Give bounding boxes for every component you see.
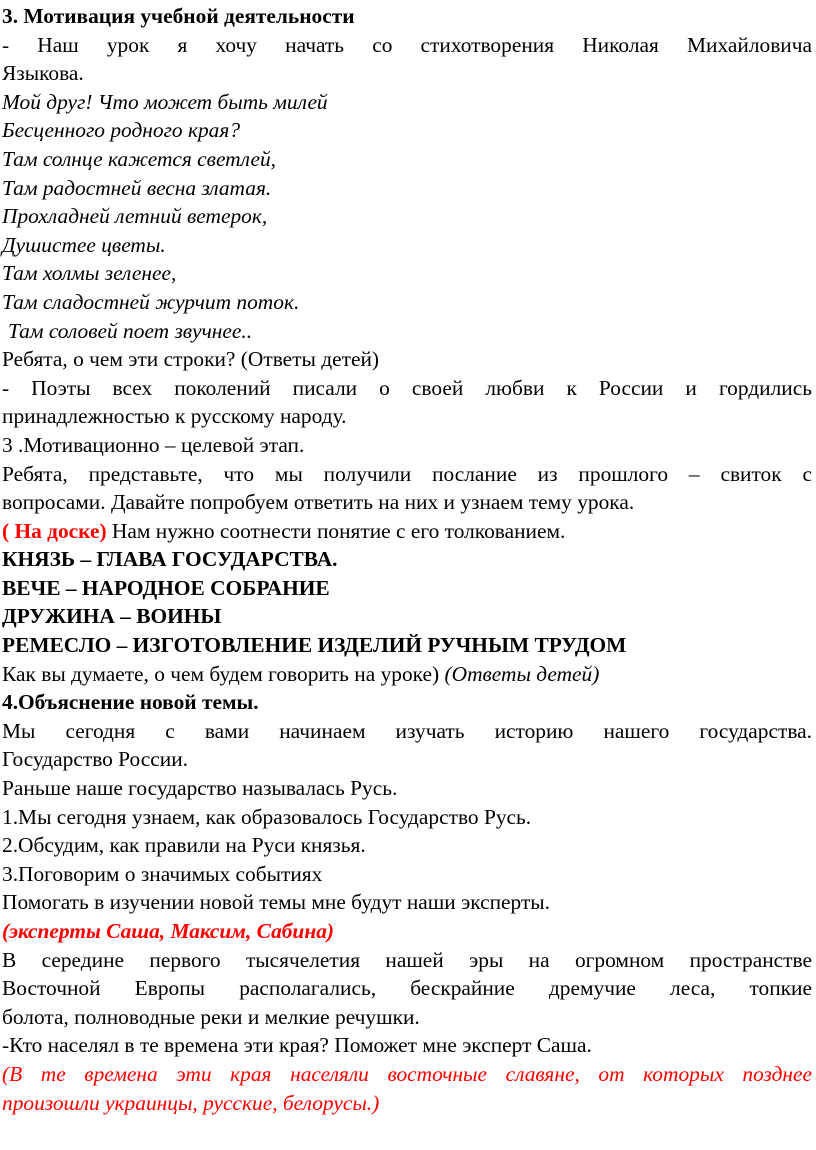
experts-note: (эксперты Саша, Максим, Сабина)	[2, 919, 335, 943]
paragraph-line: Языкова.	[2, 61, 84, 86]
paragraph-line: В середине первого тысячелетия нашей эры на огромном пространстве	[2, 947, 812, 972]
paragraph-line: Государство России.	[2, 747, 189, 772]
paragraph-line: Ребята, представьте, что мы получили послание из прошлого – свиток с	[2, 461, 812, 486]
paragraph-line: болота, полноводные реки и мелкие речушки.	[2, 1004, 420, 1029]
term-definition: ДРУЖИНА – ВОИНЫ	[2, 604, 222, 629]
question-line	[2, 660, 812, 689]
paragraph-line: Восточной Европы располагались, бескрайние дремучие леса, топкие	[2, 976, 812, 1001]
list-item: 3.Поговорим о значимых событиях	[2, 861, 323, 886]
poem-line: Душистее цветы.	[2, 232, 166, 257]
board-task-text: Нам нужно соотнести понятие с его толкованием.	[106, 518, 566, 543]
paragraph-line: вопросами. Давайте попробуем ответить на них и узнаем тему урока.	[2, 490, 635, 515]
paragraph-line: - Поэты всех поколений писали о своей любви к России и гордились	[2, 375, 812, 400]
list-item: 2.Обсудим, как правили на Руси князья.	[2, 833, 366, 858]
paragraph-line: - Наш урок я хочу начать со стихотворения Николая Михайловича	[2, 32, 812, 57]
paragraph-line: Ребята, о чем эти строки? (Ответы детей)	[2, 347, 380, 372]
answer-note: (Ответы детей)	[444, 661, 600, 686]
paragraph-line: Помогать в изучении новой темы мне будут наши эксперты.	[2, 890, 551, 915]
section-heading-new-topic: 4.Объяснение новой темы.	[2, 690, 259, 715]
board-task-line	[2, 517, 812, 546]
question-text: Как вы думаете, о чем будем говорить на уроке)	[2, 661, 445, 686]
poem-line: Мой друг! Что может быть милей	[2, 89, 328, 114]
paragraph-line: Раньше наше государство называлась Русь.	[2, 776, 398, 801]
list-item: 1.Мы сегодня узнаем, как образовалось Государство Русь.	[2, 804, 532, 829]
paragraph-line: -Кто населял в те времена эти края? Поможет мне эксперт Саша.	[2, 1033, 592, 1058]
section-heading-motivation: 3. Мотивация учебной деятельности	[2, 4, 355, 28]
board-label: ( На доске)	[2, 518, 107, 543]
expert-answer: произошли украинцы, русские, белорусы.)	[2, 1090, 380, 1115]
poem-line: Бесценного родного края?	[2, 118, 241, 143]
poem-line: Там соловей поет звучнее..	[8, 318, 253, 343]
term-definition: КНЯЗЬ – ГЛАВА ГОСУДАРСТВА.	[2, 547, 338, 572]
term-definition: ВЕЧЕ – НАРОДНОЕ СОБРАНИЕ	[2, 575, 330, 600]
poem-line: Там солнце кажется светлей,	[2, 146, 277, 171]
paragraph-line: принадлежностью к русскому народу.	[2, 404, 347, 429]
poem-line: Там сладостней журчит поток.	[2, 289, 300, 314]
poem-line: Там холмы зеленее,	[2, 261, 177, 286]
stage-heading: 3 .Мотивационно – целевой этап.	[2, 432, 305, 457]
paragraph-line: Мы сегодня с вами начинаем изучать историю нашего государства.	[2, 718, 812, 743]
document-page	[2, 2, 812, 1117]
poem-line: Там радостней весна златая.	[2, 175, 272, 200]
term-definition: РЕМЕСЛО – ИЗГОТОВЛЕНИЕ ИЗДЕЛИЙ РУЧНЫМ ТРУДОМ	[2, 633, 627, 658]
poem-line: Прохладней летний ветерок,	[2, 204, 268, 229]
expert-answer: (В те времена эти края населяли восточные славяне, от которых позднее	[2, 1061, 812, 1086]
